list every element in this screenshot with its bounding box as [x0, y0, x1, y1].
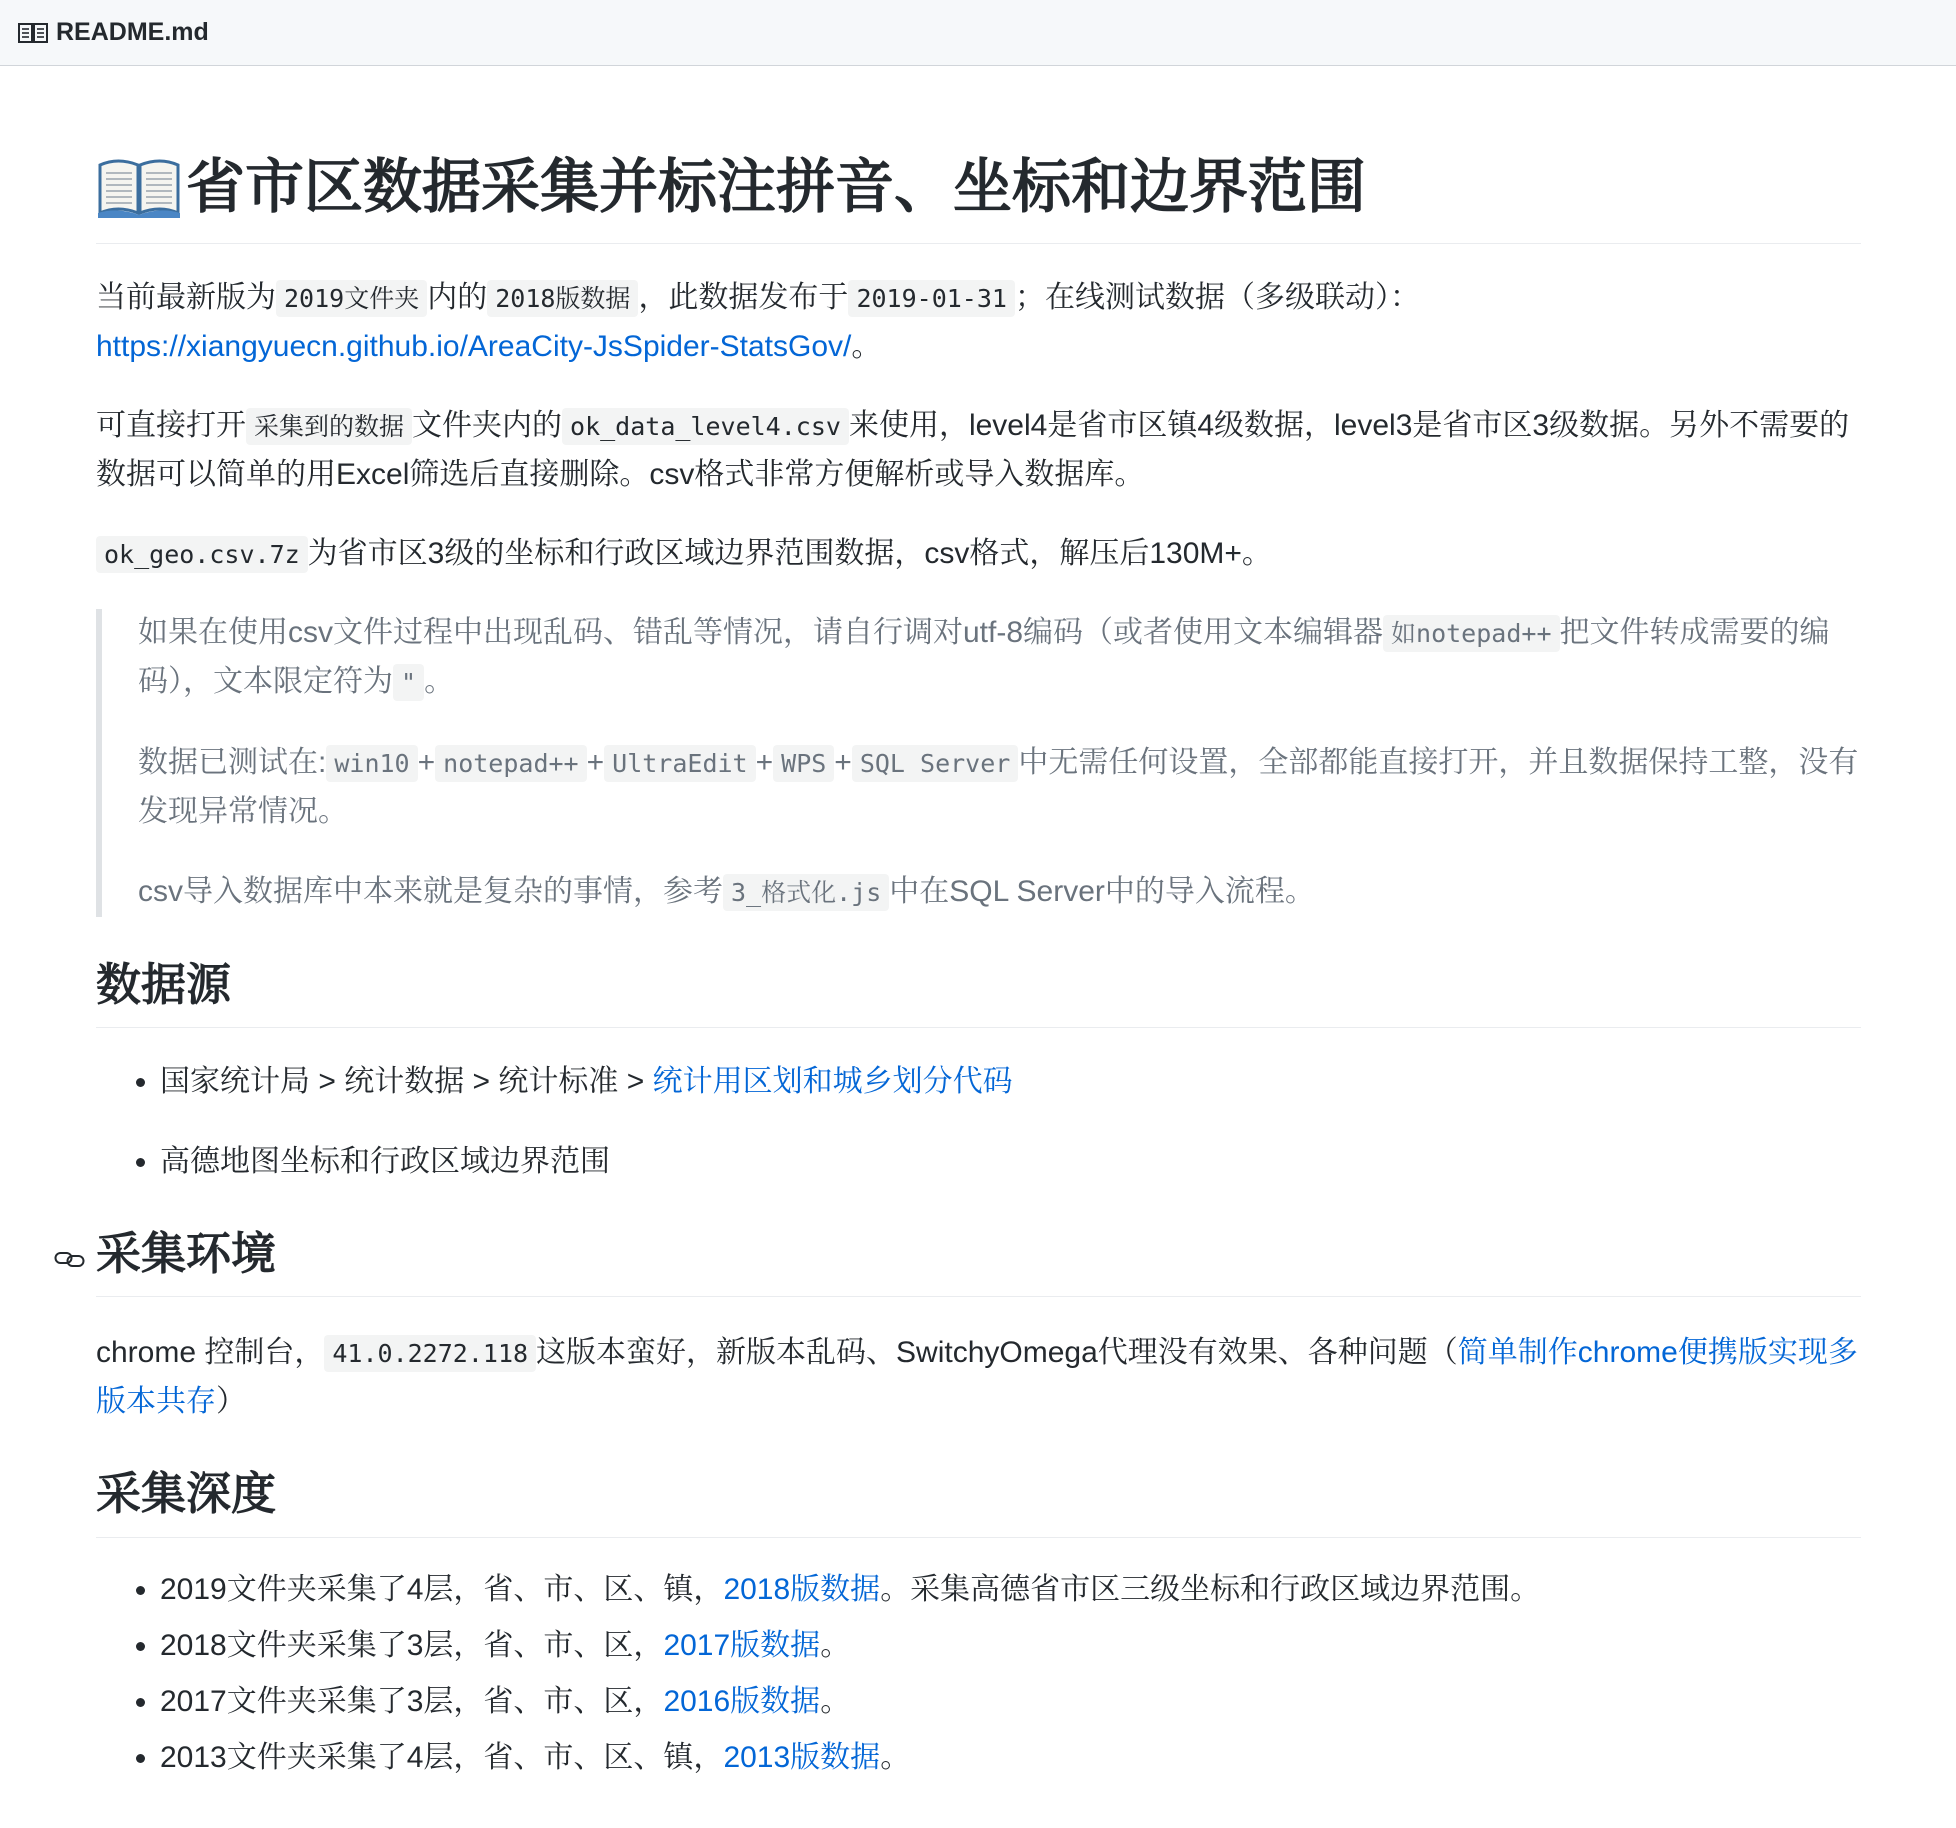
environment-paragraph	[96, 1329, 1861, 1426]
data-2017-link[interactable]: 2017版数据	[663, 1628, 821, 1662]
intro-text: ；在线测试数据（多级联动）：	[1014, 280, 1420, 314]
quote-paragraph-encoding	[138, 609, 1861, 707]
file-name: README.md	[56, 18, 209, 46]
online-test-link[interactable]: https://xiangyuecn.github.io/AreaCity-JsSpider-StatsGov/	[96, 329, 852, 363]
list-item	[160, 1138, 1861, 1186]
inline-code: 采集到的数据	[246, 408, 412, 445]
file-header	[0, 0, 1956, 66]
page-title	[96, 66, 1861, 244]
list-item-text: 。采集高德省市区三级坐标和行政区域边界范围。	[880, 1572, 1541, 1606]
data-source-list	[96, 1058, 1861, 1186]
page-title-text: 省市区数据采集并标注拼音、坐标和边界范围	[186, 154, 1367, 220]
usage-text: 可直接打开	[96, 408, 246, 442]
inline-code: WPS	[773, 745, 834, 782]
quote-text: 中无需任何设置，全部都能直接打开，并且数据保持工整，没有发现异常情况。	[138, 745, 1859, 828]
inline-code: "	[393, 664, 424, 701]
quote-text: 把文件转成需要的编码），文本限定符为	[138, 615, 1830, 698]
list-item	[160, 1058, 1861, 1106]
inline-code: ok_geo.csv.7z	[96, 536, 308, 573]
list-item-text: 。	[820, 1684, 851, 1718]
heading-environment-text: 采集环境	[96, 1228, 277, 1280]
inline-code: SQL Server	[852, 745, 1019, 782]
quote-text: 中在SQL Server中的导入流程。	[889, 874, 1315, 908]
plus-sign: +	[586, 745, 605, 779]
usage-text: 来使用，level4是省市区镇4级数据，level3是省市区3级数据。另外不需要的数据可以简单的用Excel筛选后直接删除。csv格式非常方便解析或导入数据库。	[96, 408, 1850, 491]
list-item-text: 高德地图坐标和行政区域边界范围	[160, 1145, 610, 1179]
inline-code: 2019-01-31	[848, 280, 1015, 317]
inline-code: 3_格式化.js	[723, 874, 889, 911]
inline-code: 2019文件夹	[276, 280, 427, 317]
env-text: ）	[216, 1385, 246, 1419]
usage-paragraph	[96, 402, 1861, 499]
intro-paragraph	[96, 274, 1861, 371]
inline-code: 2018版数据	[487, 280, 638, 317]
intro-text: 内的	[427, 280, 488, 314]
stats-code-link[interactable]: 统计用区划和城乡划分代码	[652, 1065, 1013, 1099]
readme-article	[96, 66, 1861, 1782]
list-item	[160, 1734, 1861, 1782]
inline-code: ok_data_level4.csv	[562, 408, 849, 445]
quote-text: 。	[424, 664, 455, 698]
quote-text: 数据已测试在:	[138, 745, 327, 779]
notes-blockquote	[96, 609, 1861, 917]
inline-code: 如notepad++	[1383, 615, 1559, 652]
link-icon[interactable]	[54, 1248, 86, 1270]
list-item-text: 2017文件夹采集了3层，省、市、区，	[160, 1684, 664, 1718]
data-2016-link[interactable]: 2016版数据	[663, 1684, 821, 1718]
intro-text: 当前最新版为	[96, 280, 276, 314]
list-item-text: 。	[820, 1628, 851, 1662]
inline-code: 41.0.2272.118	[324, 1335, 536, 1372]
list-item-text: 国家统计局 > 统计数据 > 统计标准 >	[160, 1065, 653, 1099]
env-text: chrome 控制台，	[96, 1336, 325, 1370]
list-item-text: 。	[880, 1740, 911, 1774]
data-2018-link[interactable]: 2018版数据	[723, 1572, 881, 1606]
quote-paragraph-import	[138, 868, 1861, 917]
open-book-emoji	[96, 155, 182, 219]
plus-sign: +	[834, 745, 852, 779]
inline-code: UltraEdit	[604, 745, 755, 782]
inline-code: notepad++	[435, 745, 586, 782]
chrome-portable-link[interactable]: 简单制作chrome便携版实现多版本共存	[96, 1336, 1858, 1419]
geo-text: 为省市区3级的坐标和行政区域边界范围数据，csv格式，解压后130M+。	[307, 536, 1272, 570]
plus-sign: +	[755, 745, 774, 779]
inline-code: win10	[326, 745, 417, 782]
quote-text: 如果在使用csv文件过程中出现乱码、错乱等情况，请自行调对utf-8编码（或者使用文本编辑器	[138, 615, 1384, 649]
list-item-text: 2013文件夹采集了4层，省、市、区、镇，	[160, 1740, 724, 1774]
env-text: 这版本蛮好，新版本乱码、SwitchyOmega代理没有效果、各种问题（	[536, 1336, 1458, 1370]
list-item	[160, 1678, 1861, 1726]
list-item-text: 2018文件夹采集了3层，省、市、区，	[160, 1628, 664, 1662]
depth-list	[96, 1566, 1861, 1782]
quote-text: csv导入数据库中本来就是复杂的事情，参考	[138, 874, 723, 908]
list-item	[160, 1622, 1861, 1670]
list-item-text: 2019文件夹采集了4层，省、市、区、镇，	[160, 1572, 724, 1606]
intro-text: ，此数据发布于	[638, 280, 849, 314]
heading-environment	[96, 1226, 1861, 1297]
heading-data-source: 数据源	[96, 957, 1861, 1028]
intro-text: 。	[851, 329, 882, 363]
quote-paragraph-tested	[138, 739, 1861, 836]
heading-depth: 采集深度	[96, 1466, 1861, 1537]
usage-text: 文件夹内的	[412, 408, 563, 442]
plus-sign: +	[417, 745, 436, 779]
geo-paragraph	[96, 530, 1861, 579]
book-icon	[18, 21, 48, 45]
list-item	[160, 1566, 1861, 1614]
data-2013-link[interactable]: 2013版数据	[723, 1740, 881, 1774]
